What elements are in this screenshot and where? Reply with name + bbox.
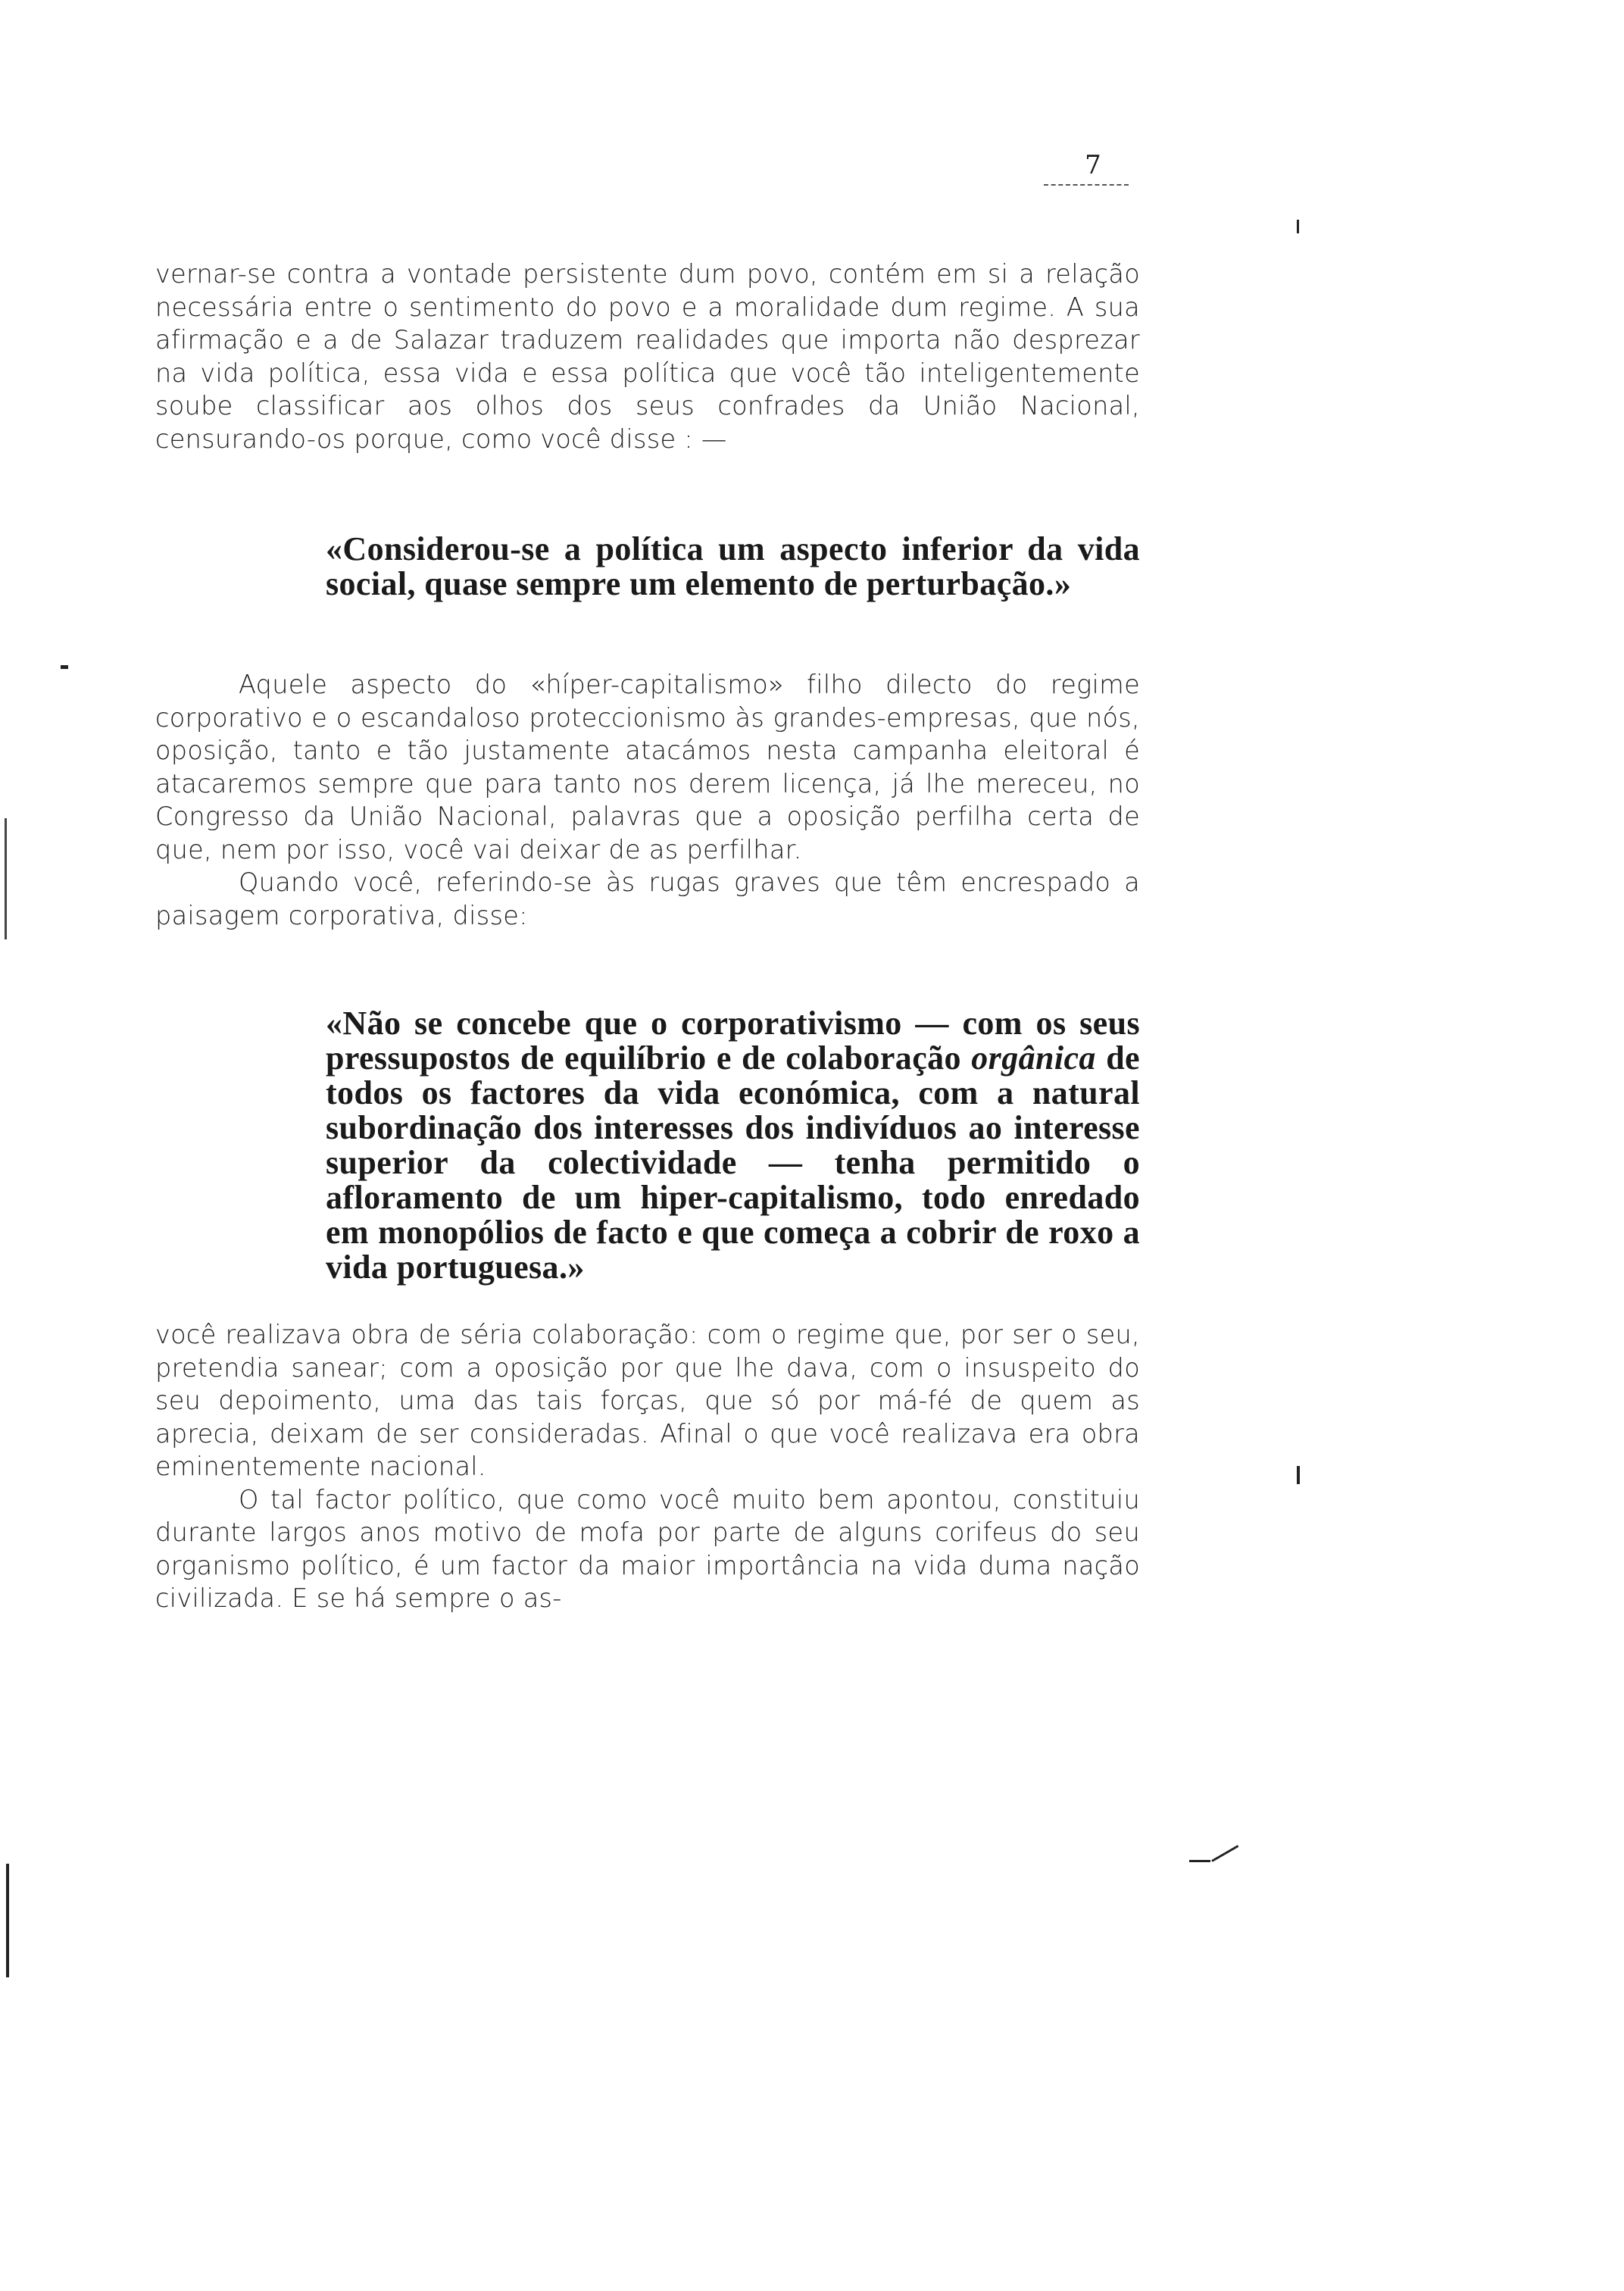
paragraph-block-bottom — [155, 1318, 1140, 1615]
scan-mark — [1297, 1466, 1300, 1484]
scan-mark — [1189, 1860, 1210, 1862]
paragraph-block-middle — [155, 668, 1140, 932]
scan-mark — [5, 818, 7, 939]
paragraph-block-top — [155, 258, 1140, 455]
page-number: 7 — [1085, 150, 1101, 180]
scan-mark — [61, 665, 68, 669]
paragraph: Aquele aspecto do «híper-capitalismo» filho dilecto do regime corporativo e o escandaloso proteccionismo às grandes-empresas, que nós, oposição, tanto e tão justamente atacámos nesta campanha eleitoral é atacaremos sempre que para tanto nos derem licença, já lhe mereceu, no Congresso da União Nacional, palavras que a oposição perfilha certa de que, nem por isso, você vai deixar de as perfilhar. — [155, 670, 1140, 864]
paragraph: você realizava obra de séria colaboração: com o regime que, por ser o seu, pretendia sanear; com a oposição por que lhe dava, com o insuspeito do seu depoimento, uma das tais forças, que só por má-fé de quem as aprecia, deixam de ser consideradas. Afinal o que você realizava era obra eminentemente nacional. — [155, 1320, 1140, 1481]
paragraph: O tal factor político, que como você muito bem apontou, constituiu durante largos anos motivo de mofa por parte de alguns corifeus do seu organismo político, é um factor da maior importância na vida duma nação civilizada. E se há sempre o as- — [155, 1484, 1140, 1613]
scan-mark — [1211, 1845, 1238, 1862]
block-quote-politica: «Considerou-se a política um aspecto inferior da vida social, quase sempre um elemento de perturbação.» — [326, 530, 1140, 602]
block-quote-corporativismo — [326, 1006, 1140, 1285]
scan-mark — [6, 1864, 9, 1977]
scan-mark — [1297, 220, 1299, 233]
paragraph: Quando você, referindo-se às rugas graves que têm encrespado a paisagem corporativa, disse: — [155, 867, 1140, 930]
paragraph: vernar-se contra a vontade persistente dum povo, contém em si a relação necessária entre o sentimento do povo e a moralidade dum regime. A sua afirmação e a de Salazar traduzem realidades que importa não desprezar na vida política, essa vida e essa política que você tão inteligentemente soube classificar aos olhos dos seus confrades da União Nacional, censurando-os porque, como você disse : — — [155, 259, 1140, 454]
quote-text-after: de todos os factores da vida económica, com a natural subordinação dos interesses dos indivíduos ao interesse superior da colectividade — tenha permitido o afloramento de um hiper-capitalismo, todo enredado em monopólios de facto e que começa a cobrir de roxo a vida portuguesa.» — [326, 1039, 1140, 1286]
quote-emphasis: orgânica — [971, 1039, 1096, 1077]
quote-text-before: «Não se concebe que o corporativismo — com os seus pressupostos de equilíbrio e de colaboração — [326, 1005, 1140, 1077]
page-number-underline — [1044, 184, 1129, 186]
